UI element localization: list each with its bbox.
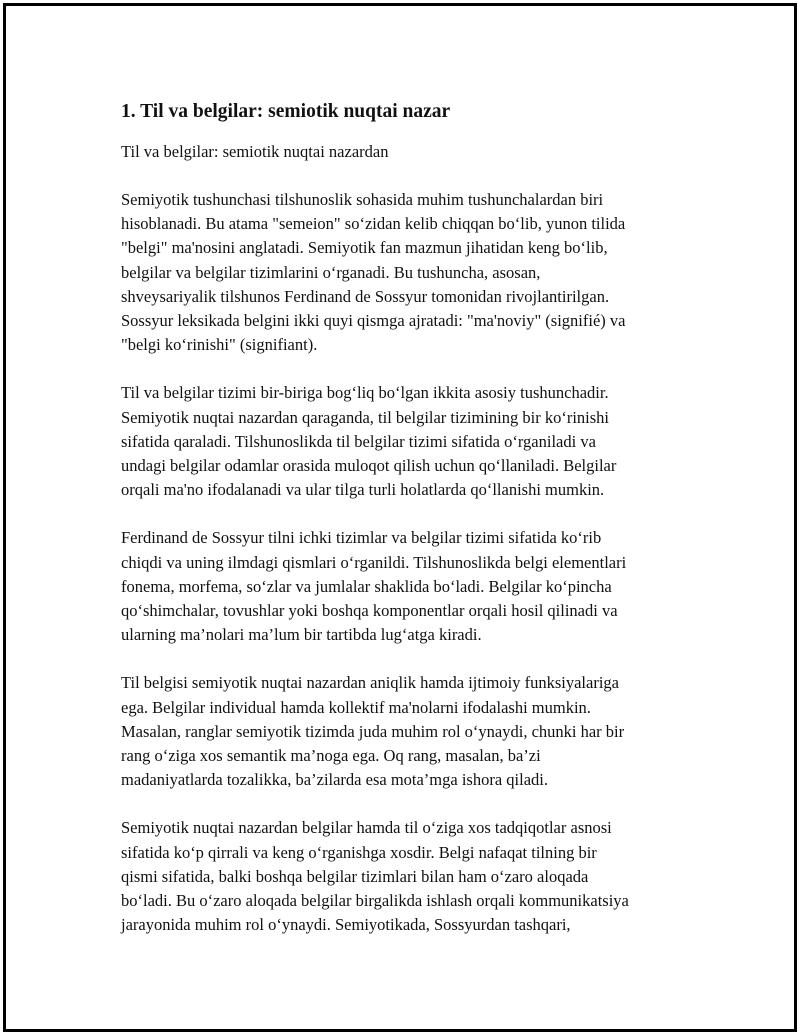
paragraph-line: shveysariyalik tilshunos Ferdinand de Sossyur tomonidan rivojlantirilgan. [121,286,610,306]
paragraph-5 [121,816,696,937]
paragraph-line: Masalan, ranglar semiyotik tizimda juda muhim rol o‘ynaydi, chunki har bir [121,721,625,741]
paragraph-line: Semiyotik tushunchasi tilshunoslik sohasida muhim tushunchalardan biri [121,190,604,209]
paragraph-1 [121,188,696,357]
paragraph-line: qo‘shimchalar, tovushlar yoki boshqa komponentlar orqali hosil qilinadi va [121,601,618,621]
paragraph-line: orqali ma'no ifodalanadi va ular tilga turli holatlarda qo‘llanishi mumkin. [121,480,605,500]
paragraph-line: Semiyotik nuqtai nazardan qaraganda, til belgilar tizimining bir ko‘rinishi [121,407,609,427]
paragraph-line: fonema, morfema, so‘zlar va jumlalar shaklida bo‘ladi. Belgilar ko‘pincha [121,576,612,596]
paragraph-line: hisoblanadi. Bu atama "semeion" so‘zidan kelib chiqqan bo‘lib, yunon tilida [121,214,626,234]
paragraph-line: madaniyatlarda tozalikka, ba’zilarda esa mota’mga ishora qiladi. [121,770,548,790]
paragraph-line: ega. Belgilar individual hamda kollektif ma'nolarni ifodalashi mumkin. [121,697,591,717]
document-title: 1. Til va belgilar: semiotik nuqtai nazar [121,101,451,122]
paragraph-line: bo‘ladi. Bu o‘zaro aloqada belgilar birgalikda ishlash orqali kommunikatsiya [121,891,629,911]
paragraph-line: jarayonida muhim rol o‘ynaydi. Semiyotikada, Sossyurdan tashqari, [121,915,571,935]
paragraph-line: Sossyur leksikada belgini ikki quyi qismga ajratadi: "ma'noviy" (signifié) va [121,311,626,331]
paragraph-4 [121,671,696,792]
document-subtitle: Til va belgilar: semiotik nuqtai nazardan [121,142,389,161]
paragraph-line: chiqdi va uning ilmdagi qismlari o‘rganildi. Tilshunoslikda belgi elementlari [121,552,627,572]
paragraph-line: sifatida ko‘p qirrali va keng o‘rganishga xosdir. Belgi nafaqat tilning bir [121,842,597,862]
paragraph-line: Til belgisi semiyotik nuqtai nazardan aniqlik hamda ijtimoiy funksiyalariga [121,673,619,693]
paragraph-line: sifatida qaraladi. Tilshunoslikda til belgilar tizimi sifatida o‘rganiladi va [121,431,596,451]
paragraph-line: qismi sifatida, balki boshqa belgilar tizimlari bilan ham o‘zaro aloqada [121,866,589,886]
paragraph-line: Ferdinand de Sossyur tilni ichki tizimlar va belgilar tizimi sifatida ko‘rib [121,528,602,548]
page-frame [3,3,797,1032]
paragraph-line: belgilar va belgilar tizimlarini o‘rganadi. Bu tushuncha, asosan, [121,262,541,282]
paragraph-line: rang o‘ziga xos semantik ma’noga ega. Oq rang, masalan, ba’zi [121,746,541,766]
paragraph-line: "belgi" ma'nosini anglatadi. Semiyotik fan mazmun jihatidan keng bo‘lib, [121,238,608,258]
paragraph-line: ularning ma’nolari ma’lum bir tartibda lug‘atga kiradi. [121,625,482,645]
paragraph-3 [121,526,696,647]
document-body [121,98,696,961]
paragraph-line: undagi belgilar odamlar orasida muloqot qilish uchun qo‘llaniladi. Belgilar [121,456,617,476]
paragraph-line: Til va belgilar tizimi bir-biriga bog‘liq bo‘lgan ikkita asosiy tushunchadir. [121,383,609,403]
paragraph-line: Semiyotik nuqtai nazardan belgilar hamda til o‘ziga xos tadqiqotlar asnosi [121,818,612,838]
paragraph-2 [121,381,696,502]
paragraph-line: "belgi ko‘rinishi" (signifiant). [121,335,318,355]
